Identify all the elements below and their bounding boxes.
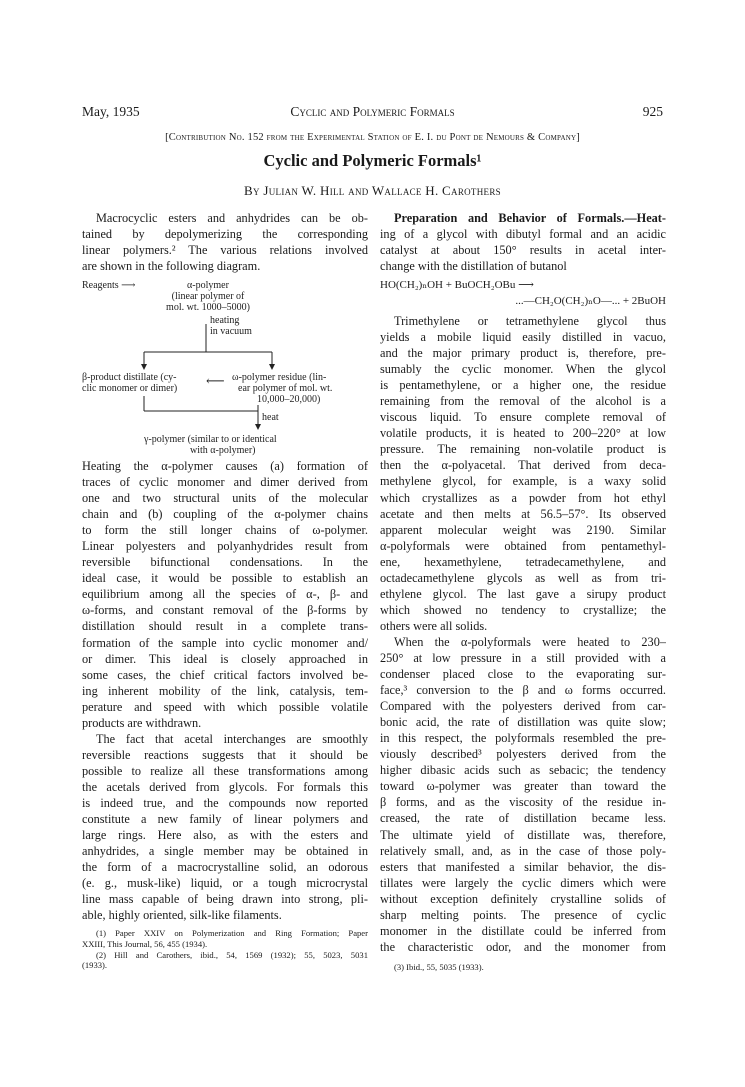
text-line: and the major primary product is, therefore, pre- (380, 346, 666, 361)
right-footnotes (380, 962, 666, 973)
text-line: linear polymers.² The various relations involved (82, 243, 368, 258)
text-line: octadecamethylene glycols as well as from tri- (380, 570, 666, 585)
beta-product-desc: clic monomer or dimer) (82, 383, 178, 394)
text-line: possible to realize all these transformations among (82, 763, 368, 778)
text-line: in this respect, the polyformals resembled the pre- (380, 731, 666, 746)
text-line: ing inherent mobility of the link, catalysis, tem- (82, 683, 368, 698)
text-line: or dimer. This ideal is closely approached in (82, 651, 368, 666)
text-line: monomer in the distillate could be inferred from (380, 923, 666, 938)
footnote-line: (2) Hill and Carothers, ibid., 54, 1569 (1932); 55, 5023, 5031 (96, 949, 368, 960)
text-line: ing of a glycol with dibutyl formal and an acidic (380, 227, 666, 242)
text-line: When the α-polyformals were heated to 230– (394, 634, 666, 649)
text-line: distillation should result in a complete trans- (82, 619, 368, 634)
footnote-line: XXIII, This Journal, 56, 455 (1934). (82, 938, 208, 949)
text-line: viously described³ polyesters derived from the (380, 747, 666, 762)
right-intro (380, 210, 666, 274)
text-line: the form of a macrocrystalline solid, an odorous (82, 860, 368, 875)
text-line: then the α-polyacetal. That derived from deca- (380, 458, 666, 473)
text-line: some cases, the chief critical factors involved be- (82, 667, 368, 682)
vacuum-label: in vacuum (210, 326, 252, 337)
footnote-line: (1933). (82, 960, 108, 971)
equation-line-2: ...—CH₂O(CH₂)ₙO—... + 2BuOH (515, 295, 666, 307)
text-line: creased, the rate of distillation became less. (380, 811, 666, 826)
alpha-polymer-mw: mol. wt. 1000–5000) (166, 302, 250, 313)
footnote-line: (3) Ibid., 55, 5035 (1933). (394, 962, 484, 972)
omega-residue-mw: 10,000–20,000) (257, 394, 321, 405)
text-line: esters that manifested a similar behavior, the dis- (380, 859, 666, 874)
text-line: acetate and then melts at 56.5–57°. Its observed (380, 506, 666, 521)
text-line: reversible bifunctional condensations. In the (82, 555, 368, 570)
text-line: anhydrides, a single member may be obtained in (82, 844, 368, 859)
text-line: the acetals derived from glycols. For formals this (82, 779, 368, 794)
text-line: pressure. The remaining non-volatile product is (380, 442, 666, 457)
text-line: change with the distillation of butanol (380, 259, 567, 274)
text-line: able, highly oriented, silk-like filaments. (82, 908, 282, 923)
text-line: Trimethylene or tetramethylene glycol thus (394, 314, 666, 328)
heating-label: heating (210, 315, 240, 326)
text-line: volatile products, it is heated to 200–220° at low (380, 426, 666, 441)
header-date: May, 1935 (82, 104, 140, 119)
text-line: without exception definitely crystalline solids of (380, 891, 666, 906)
text-line: (e. g., musk-like) liquid, or a tough microcrystal (82, 876, 368, 891)
text-line: products are withdrawn. (82, 715, 202, 730)
reverse-arrow: ⟵ (206, 373, 225, 388)
text-line: apparent molecular weight was 2190. Similar (380, 522, 666, 537)
alpha-polymer-label: α-polymer (187, 280, 229, 291)
left-intro (82, 210, 368, 274)
text-line: The ultimate yield of distillate was, therefore, (380, 827, 666, 842)
text-line: equilibrium among all the species of α-, β- and (82, 587, 368, 602)
gamma-polymer-label: γ-polymer (similar to or identical (144, 434, 277, 445)
text-line: catalyst at about 150° results in acetal inter- (380, 243, 666, 258)
text-line: Compared with the polyesters derived from car- (380, 699, 666, 714)
equation-line-1: HO(CH₂)ₙOH + BuOCH₂OBu ⟶ (380, 279, 534, 291)
text-line: bonic acid, the rate of distillation was quite slow; (380, 715, 666, 730)
right-body (380, 313, 666, 955)
text-line: others were all solids. (380, 618, 488, 633)
left-body (82, 458, 368, 923)
text-line: yields a mobile liquid easily distilled in vacuo, (380, 330, 666, 345)
text-line: chain and (b) coupling of the α-polymer chains (82, 507, 368, 522)
text-line: 250° at low pressure in a still provided with a (380, 650, 666, 665)
header-running-title: Cyclic and Polymeric Formals (290, 104, 455, 119)
byline: By Julian W. Hill and Wallace H. Carothers (244, 183, 501, 198)
text-line: sumably the cyclic monomer. When the glycol (380, 362, 666, 377)
text-line: perature and speed with which possible volatile (82, 699, 368, 714)
text-line: β forms, and as the viscosity of the residue in- (380, 795, 666, 810)
text-line: are shown in the following diagram. (82, 259, 261, 274)
text-line: constitute a new family of linear polymers and (82, 812, 368, 827)
left-footnotes (82, 928, 368, 971)
text-line: traces of cyclic monomer and dimer derived from (82, 475, 368, 490)
section-heading-line: Preparation and Behavior of Formals.—Heat- (394, 211, 666, 225)
reagents-label: Reagents ⟶ (82, 280, 136, 291)
text-line: is pentamethylene, or a higher one, the residue (380, 378, 666, 393)
text-line: to form the still longer chains of ω-polymer. (82, 523, 368, 538)
beta-product-label: β-product distillate (cy- (82, 372, 177, 383)
text-line: formation of the sample into cyclic monomer and/ (82, 635, 368, 650)
text-line: higher dibasic acids such as sebacic; the tendency (380, 763, 666, 778)
text-line: tillates were largely the cyclic dimers which were (380, 875, 666, 890)
text-line: viscous liquid. To ensure complete removal of (380, 410, 666, 425)
omega-residue-desc: ear polymer of mol. wt. (238, 383, 333, 394)
text-line: methylene glycol, for example, is a waxy solid (380, 474, 666, 489)
header-page-number: 925 (642, 104, 663, 119)
omega-residue-label: ω-polymer residue (lin- (232, 372, 327, 383)
contribution-line: [Contribution No. 152 from the Experimental Station of E. I. du Pont de Nemours & Company] (165, 132, 580, 143)
text-line: which showed no tendency to crystallize; the (380, 602, 666, 617)
text-line: large rings. Here also, as with the esters and (82, 828, 368, 843)
text-line: line mass capable of being drawn into strong, pli- (82, 892, 368, 907)
text-line: ethylene glycol. The last gave a sirupy product (380, 586, 666, 601)
text-line: α-polyformals were obtained from pentamethyl- (380, 538, 666, 553)
text-line: tained by depolymerizing the corresponding (82, 227, 368, 242)
text-line: which crystallizes as a powder from hot ethyl (380, 490, 666, 505)
text-line: ideal case, it would be possible to establish an (82, 571, 368, 586)
text-line: face,³ conversion to the β and ω forms occurred. (380, 683, 666, 698)
text-line: The fact that acetal interchanges are smoothly (96, 731, 368, 746)
text-line: toward ω-polymer was greater than toward the (380, 779, 666, 794)
text-line: the characteristic odor, and the monomer from (380, 939, 666, 954)
text-line: Heating the α-polymer causes (a) formation of (82, 459, 368, 473)
text-line: sharp melting points. The presence of cyclic (380, 907, 666, 922)
gamma-polymer-desc: with α-polymer) (190, 445, 256, 456)
text-line: relatively small, and, as in the case of those poly- (380, 843, 666, 858)
text-line: is indeed true, and the compounds now reported (82, 795, 368, 810)
text-line: reversible reactions suggests that it should be (82, 747, 368, 762)
text-line: Macrocyclic esters and anhydrides can be ob- (96, 211, 368, 225)
text-line: ω-forms, and constant removal of the β-forms by (82, 603, 368, 618)
text-line: one and two structural units of the molecular (82, 491, 368, 506)
text-line: remaining from the removal of the alcohol is a (380, 394, 666, 409)
alpha-polymer-desc: (linear polymer of (171, 291, 245, 302)
footnote-line: (1) Paper XXIV on Polymerization and Ring Formation; Paper (96, 928, 368, 938)
text-line: ene, hexamethylene, tetradecamethylene, and (380, 554, 666, 569)
article-title: Cyclic and Polymeric Formals¹ (263, 151, 482, 170)
text-line: Linear polyesters and polyanhydrides result from (82, 539, 368, 554)
text-line: condenser placed close to the evaporating sur- (380, 667, 666, 682)
heat-label: heat (262, 412, 279, 423)
